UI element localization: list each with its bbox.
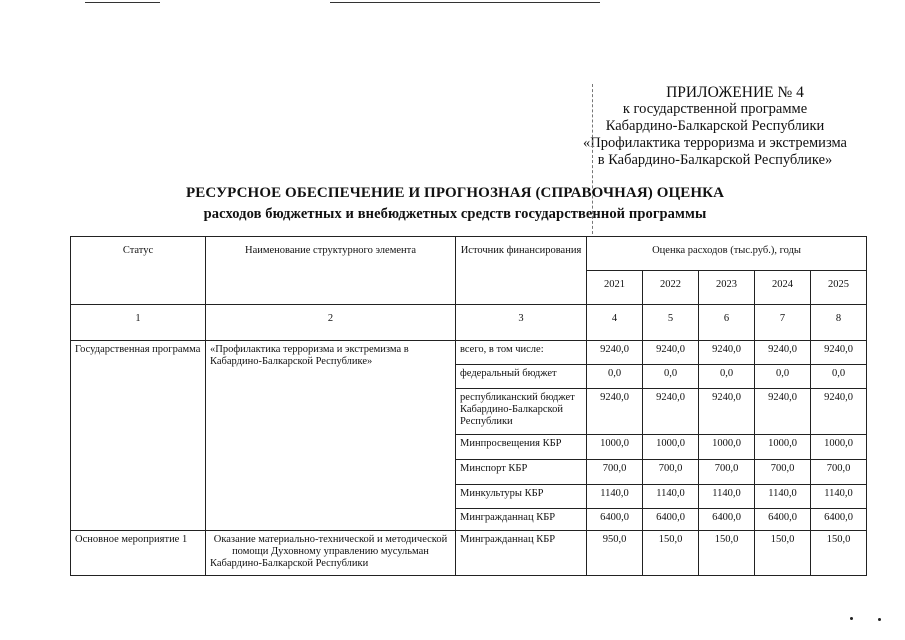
table-row [71,531,867,576]
header-element: Наименование структурного элемента [206,237,456,305]
header-estimate: Оценка расходов (тыс.руб.), годы [587,237,867,271]
value-cell: 9240,0 [755,341,811,365]
header-status: Статус [71,237,206,305]
document-title-sub: расходов бюджетных и внебюджетных средств государственной программы [203,206,707,222]
header-source: Источник финансирования [456,237,587,305]
scan-speck [878,618,881,621]
value-cell: 9240,0 [643,389,699,435]
column-number: 8 [811,305,867,341]
measure-element: Оказание материально-технической и методической помощи Духовному управлению мусульман Кабардино-Балкарской Республики [206,531,456,576]
column-number: 2 [206,305,456,341]
value-cell: 700,0 [587,460,643,485]
measure-status: Основное мероприятие 1 [71,531,206,576]
scan-speck [850,617,853,620]
value-cell: 700,0 [643,460,699,485]
value-cell: 9240,0 [699,389,755,435]
appendix-line-3: Кабардино-Балкарской Республики [605,118,825,134]
value-cell: 6400,0 [587,509,643,531]
header-year: 2024 [755,271,811,305]
source-cell: Мингражданнац КБР [456,509,587,531]
source-cell: всего, в том числе: [456,341,587,365]
value-cell: 1140,0 [587,485,643,509]
value-cell: 1140,0 [643,485,699,509]
column-number: 4 [587,305,643,341]
value-cell: 6400,0 [699,509,755,531]
value-cell: 1000,0 [699,435,755,460]
source-cell: Мингражданнац КБР [456,531,587,576]
value-cell: 150,0 [699,531,755,576]
appendix-line-2: к государственной программе [622,101,808,117]
value-cell: 9240,0 [755,389,811,435]
document-title [110,183,800,225]
header-row-1 [71,237,867,271]
value-cell: 9240,0 [699,341,755,365]
program-element: «Профилактика терроризма и экстремизма в Кабардино-Балкарской Республике» [206,341,456,531]
value-cell: 6400,0 [811,509,867,531]
header-year: 2023 [699,271,755,305]
value-cell: 9240,0 [811,341,867,365]
value-cell: 1000,0 [755,435,811,460]
value-cell: 0,0 [643,365,699,389]
source-cell: Минспорт КБР [456,460,587,485]
value-cell: 9240,0 [587,389,643,435]
value-cell: 9240,0 [643,341,699,365]
column-number: 7 [755,305,811,341]
table-row [71,341,867,365]
source-cell: федеральный бюджет [456,365,587,389]
value-cell: 6400,0 [643,509,699,531]
resource-table [70,236,867,576]
program-status: Государственная программа [71,341,206,531]
value-cell: 1000,0 [587,435,643,460]
document-title-main: РЕСУРСНОЕ ОБЕСПЕЧЕНИЕ И ПРОГНОЗНАЯ (СПРАВОЧНАЯ) ОЦЕНКА [185,185,725,201]
header-year: 2025 [811,271,867,305]
value-cell: 1000,0 [811,435,867,460]
column-number-row [71,305,867,341]
value-cell: 150,0 [755,531,811,576]
appendix-header [560,84,870,169]
column-number: 6 [699,305,755,341]
source-cell: республиканский бюджет Кабардино-Балкарской Республики [456,389,587,435]
value-cell: 1140,0 [811,485,867,509]
value-cell: 1000,0 [643,435,699,460]
source-cell: Минпросвещения КБР [456,435,587,460]
value-cell: 6400,0 [755,509,811,531]
value-cell: 150,0 [811,531,867,576]
value-cell: 9240,0 [587,341,643,365]
value-cell: 700,0 [755,460,811,485]
value-cell: 9240,0 [811,389,867,435]
value-cell: 1140,0 [755,485,811,509]
appendix-line-5: в Кабардино-Балкарской Республике» [597,152,833,168]
value-cell: 0,0 [587,365,643,389]
value-cell: 700,0 [811,460,867,485]
column-number: 1 [71,305,206,341]
value-cell: 1140,0 [699,485,755,509]
value-cell: 700,0 [699,460,755,485]
appendix-line-4: «Профилактика терроризма и экстремизма [583,135,847,151]
scan-top-line-mid [330,2,600,3]
value-cell: 950,0 [587,531,643,576]
header-year: 2022 [643,271,699,305]
source-cell: Минкультуры КБР [456,485,587,509]
column-number: 3 [456,305,587,341]
header-year: 2021 [587,271,643,305]
scan-top-line-left [85,2,160,3]
value-cell: 0,0 [811,365,867,389]
value-cell: 150,0 [643,531,699,576]
value-cell: 0,0 [699,365,755,389]
column-number: 5 [643,305,699,341]
appendix-number: ПРИЛОЖЕНИЕ № 4 [666,84,804,101]
value-cell: 0,0 [755,365,811,389]
